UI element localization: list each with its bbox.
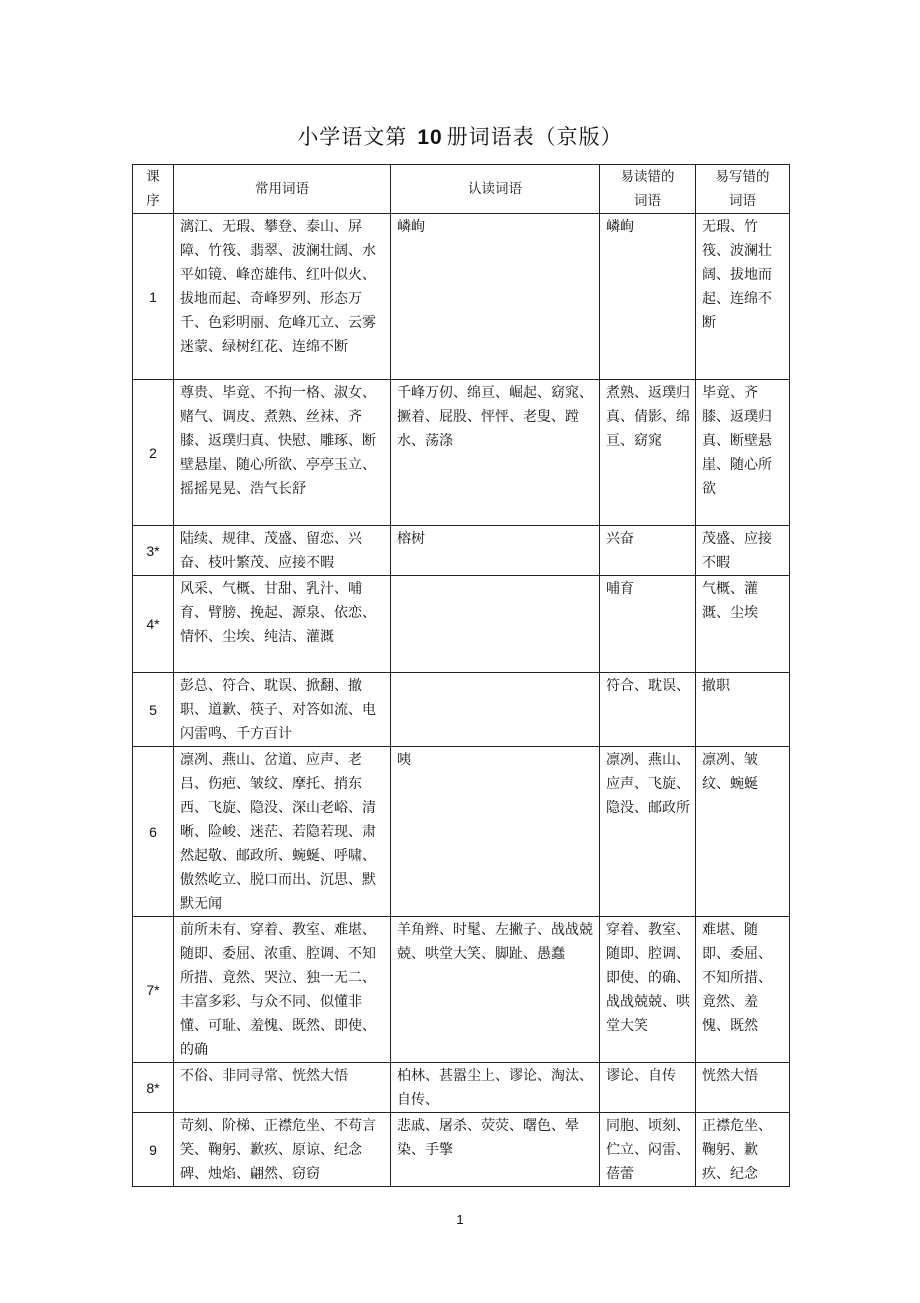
table-row xyxy=(133,380,790,526)
misread-words: 哺育 xyxy=(600,576,696,673)
lesson-number: 1 xyxy=(133,214,174,380)
miswrite-words: 茂盛、应接不暇 xyxy=(696,526,790,576)
lesson-number: 8* xyxy=(133,1063,174,1113)
header-recognize-words: 认读词语 xyxy=(391,165,600,214)
lesson-number: 6 xyxy=(133,747,174,917)
header-miswrite-words: 易写错的词语 xyxy=(696,165,790,214)
common-words: 前所未有、穿着、教室、难堪、随即、委屈、浓重、腔调、不知所措、竟然、哭泣、独一无二、丰富多彩、与众不同、似懂非懂、可耻、羞愧、既然、即使、的确 xyxy=(174,917,391,1063)
lesson-number: 9 xyxy=(133,1113,174,1187)
common-words: 陆续、规律、茂盛、留恋、兴奋、枝叶繁茂、应接不暇 xyxy=(174,526,391,576)
common-words: 风采、气概、甘甜、乳汁、哺育、臂膀、挽起、源泉、依恋、情怀、尘埃、纯洁、灌溉 xyxy=(174,576,391,673)
table-row xyxy=(133,214,790,380)
misread-words: 煮熟、返璞归真、倩影、绵亘、窈窕 xyxy=(600,380,696,526)
title-number: 10 xyxy=(417,126,443,149)
header-lesson: 课序 xyxy=(133,165,174,214)
lesson-number: 7* xyxy=(133,917,174,1063)
page-number: 1 xyxy=(456,1212,464,1227)
recognize-words: 柏林、甚嚣尘上、谬论、淘汰、自传、 xyxy=(391,1063,600,1113)
misread-words: 嶙峋 xyxy=(600,214,696,380)
common-words: 漓江、无瑕、攀登、泰山、屏障、竹筏、翡翠、波澜壮阔、水平如镜、峰峦雄伟、红叶似火、拔地而起、奇峰罗列、形态万千、色彩明丽、危峰兀立、云雾迷蒙、绿树红花、连绵不断 xyxy=(174,214,391,380)
recognize-words xyxy=(391,576,600,673)
page-title xyxy=(0,121,920,151)
table-row xyxy=(133,1063,790,1113)
lesson-number: 4* xyxy=(133,576,174,673)
header-common-words: 常用词语 xyxy=(174,165,391,214)
recognize-words: 羊角辫、时髦、左撇子、战战兢兢、哄堂大笑、脚趾、愚蠢 xyxy=(391,917,600,1063)
misread-words: 凛冽、燕山、应声、飞旋、隐没、邮政所 xyxy=(600,747,696,917)
recognize-words: 悲戚、屠杀、荧荧、曙色、晕染、手擎 xyxy=(391,1113,600,1187)
lesson-number: 2 xyxy=(133,380,174,526)
table-row xyxy=(133,747,790,917)
table-row xyxy=(133,917,790,1063)
miswrite-words: 无瑕、竹筏、波澜壮阔、拔地而起、连绵不断 xyxy=(696,214,790,380)
miswrite-words: 正襟危坐、鞠躬、歉疚、纪念 xyxy=(696,1113,790,1187)
recognize-words: 千峰万仞、绵亘、崛起、窈窕、撅着、屁股、怦怦、老叟、蹚水、荡涤 xyxy=(391,380,600,526)
header-row xyxy=(133,165,790,214)
lesson-number: 5 xyxy=(133,673,174,747)
common-words: 凛冽、燕山、岔道、应声、老吕、伤疤、皱纹、摩托、捎东西、飞旋、隐没、深山老峪、清晰、险峻、迷茫、若隐若现、肃然起敬、邮政所、蜿蜒、呼啸、傲然屹立、脱口而出、沉思、默默无闻 xyxy=(174,747,391,917)
miswrite-words: 恍然大悟 xyxy=(696,1063,790,1113)
lesson-number: 3* xyxy=(133,526,174,576)
recognize-words: 榕树 xyxy=(391,526,600,576)
recognize-words: 咦 xyxy=(391,747,600,917)
misread-words: 谬论、自传 xyxy=(600,1063,696,1113)
title-prefix: 小学语文第 xyxy=(297,125,408,149)
header-misread-words: 易读错的词语 xyxy=(600,165,696,214)
miswrite-words: 毕竟、齐膝、返璞归真、断壁悬崖、随心所欲 xyxy=(696,380,790,526)
misread-words: 同胞、顷刻、伫立、闷雷、蓓蕾 xyxy=(600,1113,696,1187)
recognize-words xyxy=(391,673,600,747)
common-words: 不俗、非同寻常、恍然大悟 xyxy=(174,1063,391,1113)
misread-words: 符合、耽误、 xyxy=(600,673,696,747)
miswrite-words: 难堪、随即、委屈、不知所措、竟然、羞愧、既然 xyxy=(696,917,790,1063)
table-row xyxy=(133,1113,790,1187)
misread-words: 兴奋 xyxy=(600,526,696,576)
title-suffix: 册词语表（京版） xyxy=(446,125,623,149)
table-row xyxy=(133,526,790,576)
vocabulary-table xyxy=(132,164,790,1187)
recognize-words: 嶙峋 xyxy=(391,214,600,380)
miswrite-words: 撤职 xyxy=(696,673,790,747)
common-words: 尊贵、毕竟、不拘一格、淑女、赌气、调皮、煮熟、丝袜、齐膝、返璞归真、快慰、雕琢、断壁悬崖、随心所欲、亭亭玉立、摇摇晃晃、浩气长舒 xyxy=(174,380,391,526)
common-words: 苛刻、阶梯、正襟危坐、不苟言笑、鞠躬、歉疚、原谅、纪念碑、烛焰、翩然、窃窃 xyxy=(174,1113,391,1187)
common-words: 彭总、符合、耽误、掀翻、撤职、道歉、筷子、对答如流、电闪雷鸣、千方百计 xyxy=(174,673,391,747)
misread-words: 穿着、教室、随即、腔调、即使、的确、战战兢兢、哄堂大笑 xyxy=(600,917,696,1063)
miswrite-words: 气概、灌溉、尘埃 xyxy=(696,576,790,673)
table-row xyxy=(133,576,790,673)
miswrite-words: 凛冽、皱纹、蜿蜒 xyxy=(696,747,790,917)
table-row xyxy=(133,673,790,747)
